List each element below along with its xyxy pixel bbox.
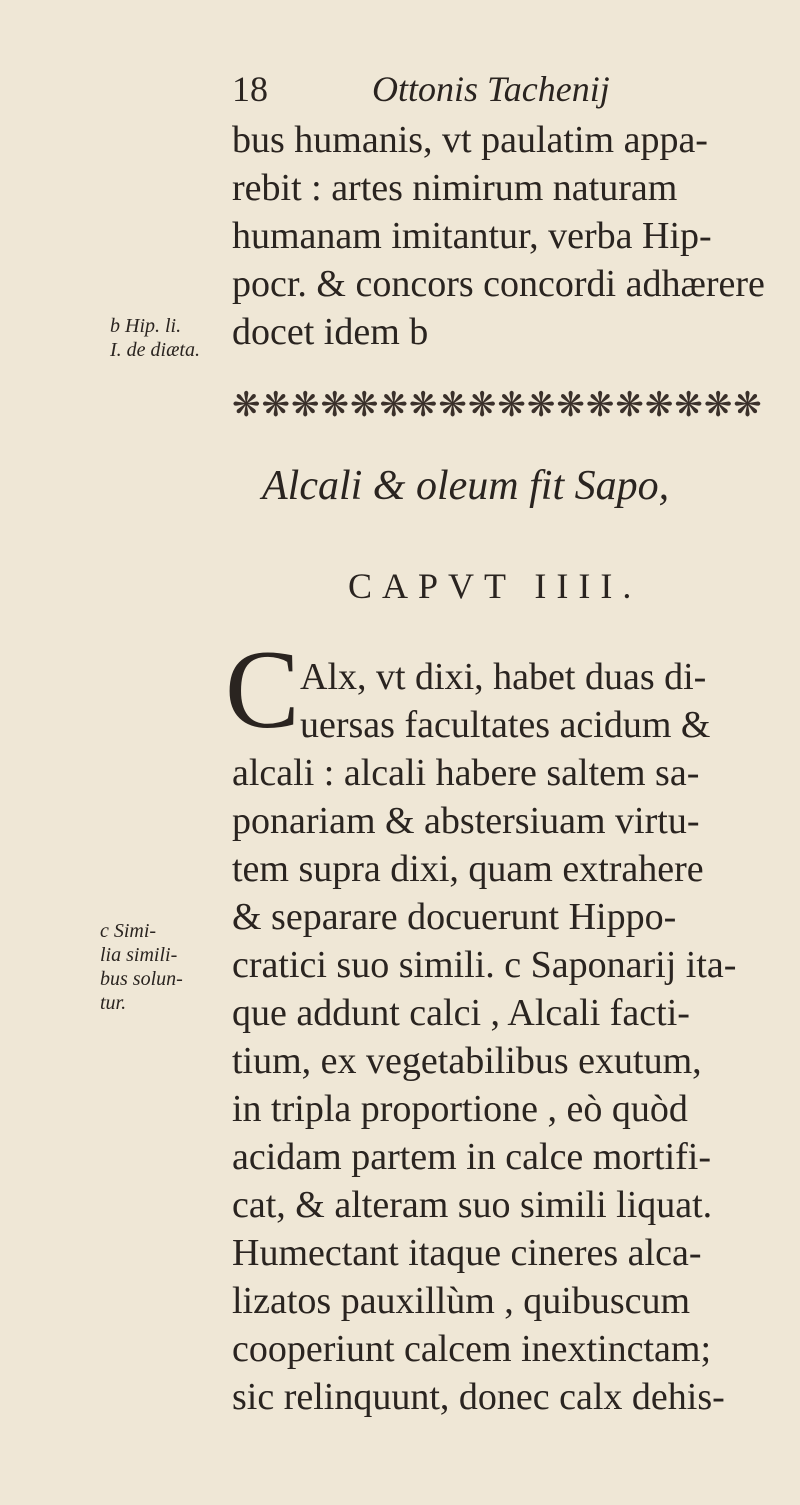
ornament-rule: ❋❋❋❋❋❋❋❋❋❋❋❋❋❋❋❋❋❋ [232,387,763,424]
text-line: uersas facultates acidum & [300,704,711,746]
text-line: & separare docuerunt Hippo- [232,896,677,938]
margin-note-c-line: bus solun- [100,968,183,990]
text-line: alcali : alcali habere saltem sa- [232,752,700,794]
text-line: cat, & alteram suo simili liquat. [232,1184,713,1226]
margin-note-c-line: tur. [100,992,127,1014]
page-number: 18 [232,69,268,109]
text-line: tium, ex vegetabilibus exutum, [232,1040,702,1082]
text-line: cooperiunt calcem inextinctam; [232,1328,712,1370]
text-line: pocr. & concors concordi adhærere [232,263,765,305]
text-line: Alx, vt dixi, habet duas di- [300,656,707,698]
margin-note-b-line: b Hip. li. [110,315,182,337]
text-line: tem supra dixi, quam extrahere [232,848,704,890]
chapter-title: Alcali & oleum fit Sapo, [262,463,670,509]
text-line: docet idem b [232,311,429,353]
text-line: bus humanis, vt paulatim appa- [232,119,708,161]
text-line: rebit : artes nimirum naturam [232,167,678,209]
margin-note-b-line: I. de diæta. [110,339,200,361]
chapter-number: CAPVT IIII. [348,566,642,606]
text-line: ponariam & abstersiuam virtu- [232,800,700,842]
margin-note-c-line: lia simili- [100,944,178,966]
text-line: Humectant itaque cineres alca- [232,1232,702,1274]
text-line: lizatos pauxillùm , quibuscum [232,1280,691,1322]
text-line: humanam imitantur, verba Hip- [232,215,712,257]
text-line: acidam partem in calce mortifi- [232,1136,711,1178]
margin-note-c-line: c Simi- [100,920,157,942]
text-line: cratici suo simili. c Saponarij ita- [232,944,737,986]
text-line: sic relinquunt, donec calx dehis- [232,1376,725,1418]
drop-capital: C [225,628,300,752]
text-line: que addunt calci , Alcali facti- [232,992,690,1034]
text-line: in tripla proportione , eò quòd [232,1088,688,1130]
running-title: Ottonis Tachenij [372,69,610,109]
